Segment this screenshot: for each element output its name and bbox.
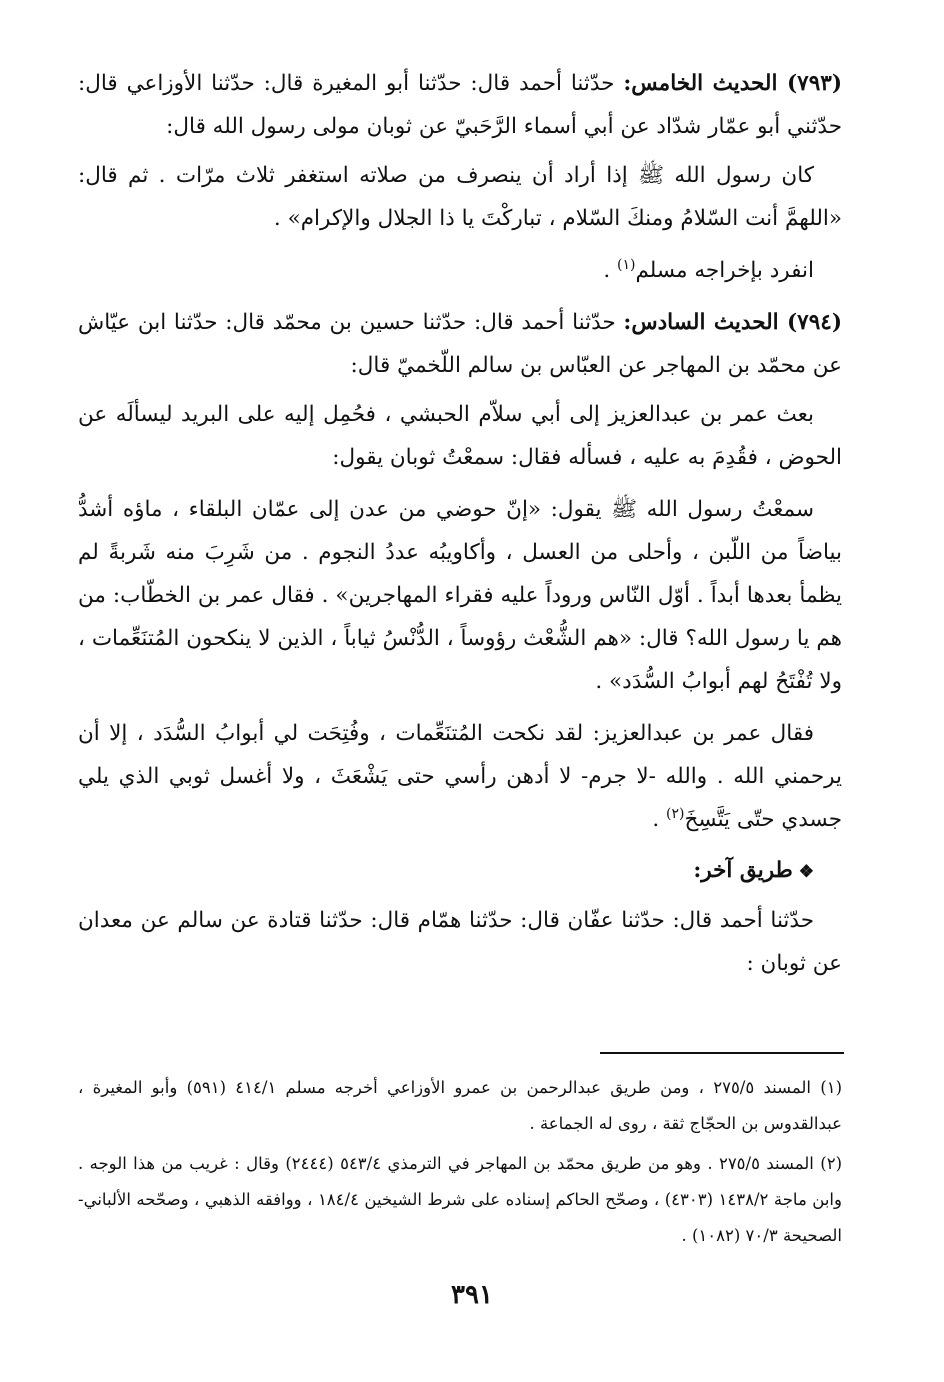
hadith-794-heading [78, 301, 842, 387]
footnote-divider [600, 1052, 844, 1054]
takhrij-tail: . [603, 258, 617, 283]
page-body [78, 62, 842, 994]
footnote-ref-1[interactable]: (١) [616, 256, 636, 273]
hadith-793-isnad: حدّثنا أحمد قال: حدّثنا أبو المغيرة قال: حدّثنا الأوزاعي قال: حدّثني أبو عمّار شدّاد عن أبي أسماء الرَّحَبيّ عن ثوبان مولى رسول الله قال: [78, 71, 842, 139]
diamond-bullet-icon: ❖ [798, 862, 814, 882]
footnote-1-number: (١) [820, 1078, 842, 1097]
footnote-2-number: (٢) [820, 1154, 842, 1173]
paragraph-3-tail: . [652, 807, 667, 832]
footnote-ref-2[interactable]: (٢) [666, 805, 685, 822]
hadith-794-paragraph-2: سمعْتُ رسول الله ﷺ يقول: «إنّ حوضي من عدن إلى عمّان البلقاء ، ماؤه أشدُّ بياضاً من اللّبن ، وأحلى من العسل ، وأكاويبُه عددُ النجوم . من شَرِبَ منه شَربةً لم يظمأ بعدها أبداً . أوّل النّاس وروداً عليه فقراء المهاجرين» . فقال عمر بن الخطّاب: من هم يا رسول الله؟ قال: «هم الشُّعْث رؤوساً ، الدُّنْسُ ثياباً ، الذين لا ينكحون المُتنَعِّمات ، ولا تُفْتَحُ لهم أبوابُ السُّدَد» . [78, 497, 842, 694]
hadith-793-heading [78, 62, 842, 148]
footnote-2 [78, 1146, 842, 1254]
paragraph-3-text: فقال عمر بن عبدالعزيز: لقد نكحت المُتنَعِّمات ، وفُتِحَت لي أبوابُ السُّدَد ، إلا أن يرحمني الله . والله -لا جرم- لا أدهن رأسي حتى يَشْعَثَ ، ولا أغسل ثوبي الذي يلي جسدي حتّى يَتَّسِخَ [78, 721, 842, 832]
alternate-isnad: حدّثنا أحمد قال: حدّثنا عفّان قال: حدّثنا همّام قال: حدّثنا قتادة عن سالم عن معدان عن ثوبان : [78, 908, 842, 976]
hadith-793-takhrij [78, 249, 842, 292]
hadith-793-label: (٧٩٣) الحديث الخامس: [623, 71, 842, 96]
hadith-794-isnad: حدّثنا أحمد قال: حدّثنا حسين بن محمّد قال: حدّثنا ابن عيّاش عن محمّد بن المهاجر عن العبّاس بن سالم اللّخميّ قال: [78, 310, 842, 378]
footnote-2-text: المسند ٢٧٥/٥ . وهو من طريق محمّد بن المهاجر في الترمذي ٥٤٣/٤ (٢٤٤٤) وقال : غريب من هذا الوجه . وابن ماجة ١٤٣٨/٢ (٤٣٠٣) ، وصحّح الحاكم إسناده على شرط الشيخين ١٨٤/٤ ، ووافقه الذهبي ، وصحّحه الألباني- الصحيحة ٧٠/٣ (١٠٨٢) . [78, 1154, 842, 1245]
page-number: ٣٩١ [451, 1280, 493, 1310]
footnotes [78, 1070, 842, 1258]
hadith-794-label: (٧٩٤) الحديث السادس: [623, 310, 842, 335]
section-heading [78, 850, 842, 893]
section-heading-label: طريق آخر: [693, 858, 793, 883]
hadith-794-paragraph-3 [78, 712, 842, 841]
hadith-794-paragraph-1: بعث عمر بن عبدالعزيز إلى أبي سلاّم الحبشي ، فحُمِل إليه على البريد ليسألَه عن الحوض ، فقُدِمَ به عليه ، فسأله فقال: سمعْتُ ثوبان يقول: [78, 402, 842, 470]
footnote-1-text: المسند ٢٧٥/٥ ، ومن طريق عبدالرحمن بن عمرو الأوزاعي أخرجه مسلم ٤١٤/١ (٥٩١) وأبو المغيرة ، عبدالقدوس بن الحجّاج ثقة ، روى له الجماعة . [78, 1078, 842, 1133]
hadith-793-matn: كان رسول الله ﷺ إذا أراد أن ينصرف من صلاته استغفر ثلاث مرّات . ثم قال: «اللهمَّ أنت السّلامُ ومنكَ السّلام ، تباركْتَ يا ذا الجلال والإكرام» . [78, 163, 842, 231]
footnote-1 [78, 1070, 842, 1142]
takhrij-text: انفرد بإخراجه مسلم [635, 258, 814, 283]
